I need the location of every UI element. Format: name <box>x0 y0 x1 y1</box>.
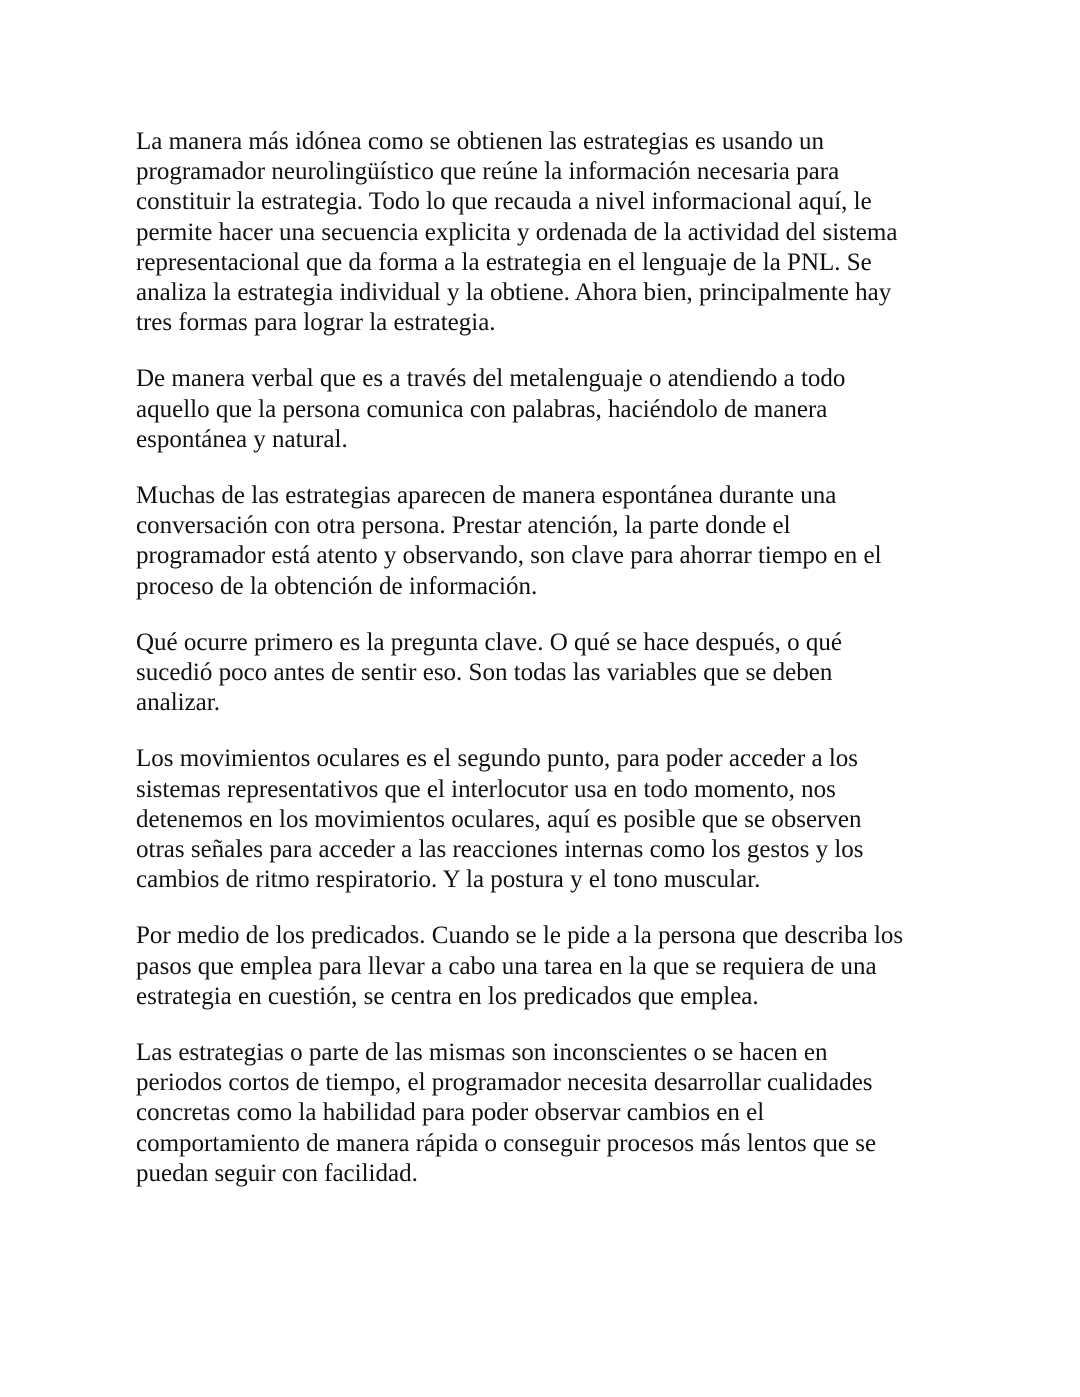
text-line: pasos que emplea para llevar a cabo una tarea en la que se requiera de una <box>136 952 877 980</box>
text-line: puedan seguir con facilidad. <box>136 1159 418 1187</box>
text-line: La manera más idónea como se obtienen las estrategias es usando un <box>136 128 824 155</box>
text-line: sistemas representativos que el interlocutor usa en todo momento, nos <box>136 775 836 803</box>
text-line: programador está atento y observando, son clave para ahorrar tiempo en el <box>136 542 882 570</box>
paragraph-4 <box>136 628 948 719</box>
text-line: De manera verbal que es a través del metalenguaje o atendiendo a todo <box>136 365 846 393</box>
text-line: analiza la estrategia individual y la obtiene. Ahora bien, principalmente hay <box>136 279 892 307</box>
text-line: Las estrategias o parte de las mismas son inconscientes o se hacen en <box>136 1039 828 1067</box>
text-line: Los movimientos oculares es el segundo punto, para poder acceder a los <box>136 745 858 773</box>
text-line: periodos cortos de tiempo, el programador necesita desarrollar cualidades <box>136 1069 873 1097</box>
text-line: Qué ocurre primero es la pregunta clave. O qué se hace después, o qué <box>136 628 842 656</box>
text-line: conversación con otra persona. Prestar atención, la parte donde el <box>136 512 791 540</box>
text-line: representacional que da forma a la estrategia en el lenguaje de la PNL. Se <box>136 248 872 276</box>
text-line: constituir la estrategia. Todo lo que recauda a nivel informacional aquí, le <box>136 188 872 216</box>
paragraph-1 <box>136 127 948 338</box>
paragraph-6 <box>136 921 948 1012</box>
text-line: estrategia en cuestión, se centra en los predicados que emplea. <box>136 982 759 1010</box>
text-line: espontánea y natural. <box>136 425 348 453</box>
text-line: tres formas para lograr la estrategia. <box>136 309 496 337</box>
text-line: aquello que la persona comunica con palabras, haciéndolo de manera <box>136 395 828 423</box>
paragraph-7 <box>136 1038 948 1189</box>
paragraph-5 <box>136 744 948 895</box>
text-line: cambios de ritmo respiratorio. Y la postura y el tono muscular. <box>136 866 761 894</box>
text-line: detenemos en los movimientos oculares, aquí es posible que se observen <box>136 805 862 833</box>
text-line: concretas como la habilidad para poder observar cambios en el <box>136 1099 765 1127</box>
text-line: permite hacer una secuencia explicita y ordenada de la actividad del sistema <box>136 218 898 246</box>
text-line: otras señales para acceder a las reacciones internas como los gestos y los <box>136 836 864 864</box>
text-line: Muchas de las estrategias aparecen de manera espontánea durante una <box>136 482 837 510</box>
paragraph-2 <box>136 364 948 455</box>
paragraph-3 <box>136 481 948 602</box>
text-line: Por medio de los predicados. Cuando se le pide a la persona que describa los <box>136 922 904 950</box>
text-line: comportamiento de manera rápida o conseguir procesos más lentos que se <box>136 1129 877 1157</box>
text-line: programador neurolingüístico que reúne la información necesaria para <box>136 158 840 186</box>
document-page <box>136 127 948 1215</box>
text-line: sucedió poco antes de sentir eso. Son todas las variables que se deben <box>136 659 833 687</box>
text-line: proceso de la obtención de información. <box>136 572 538 600</box>
text-line: analizar. <box>136 689 220 717</box>
